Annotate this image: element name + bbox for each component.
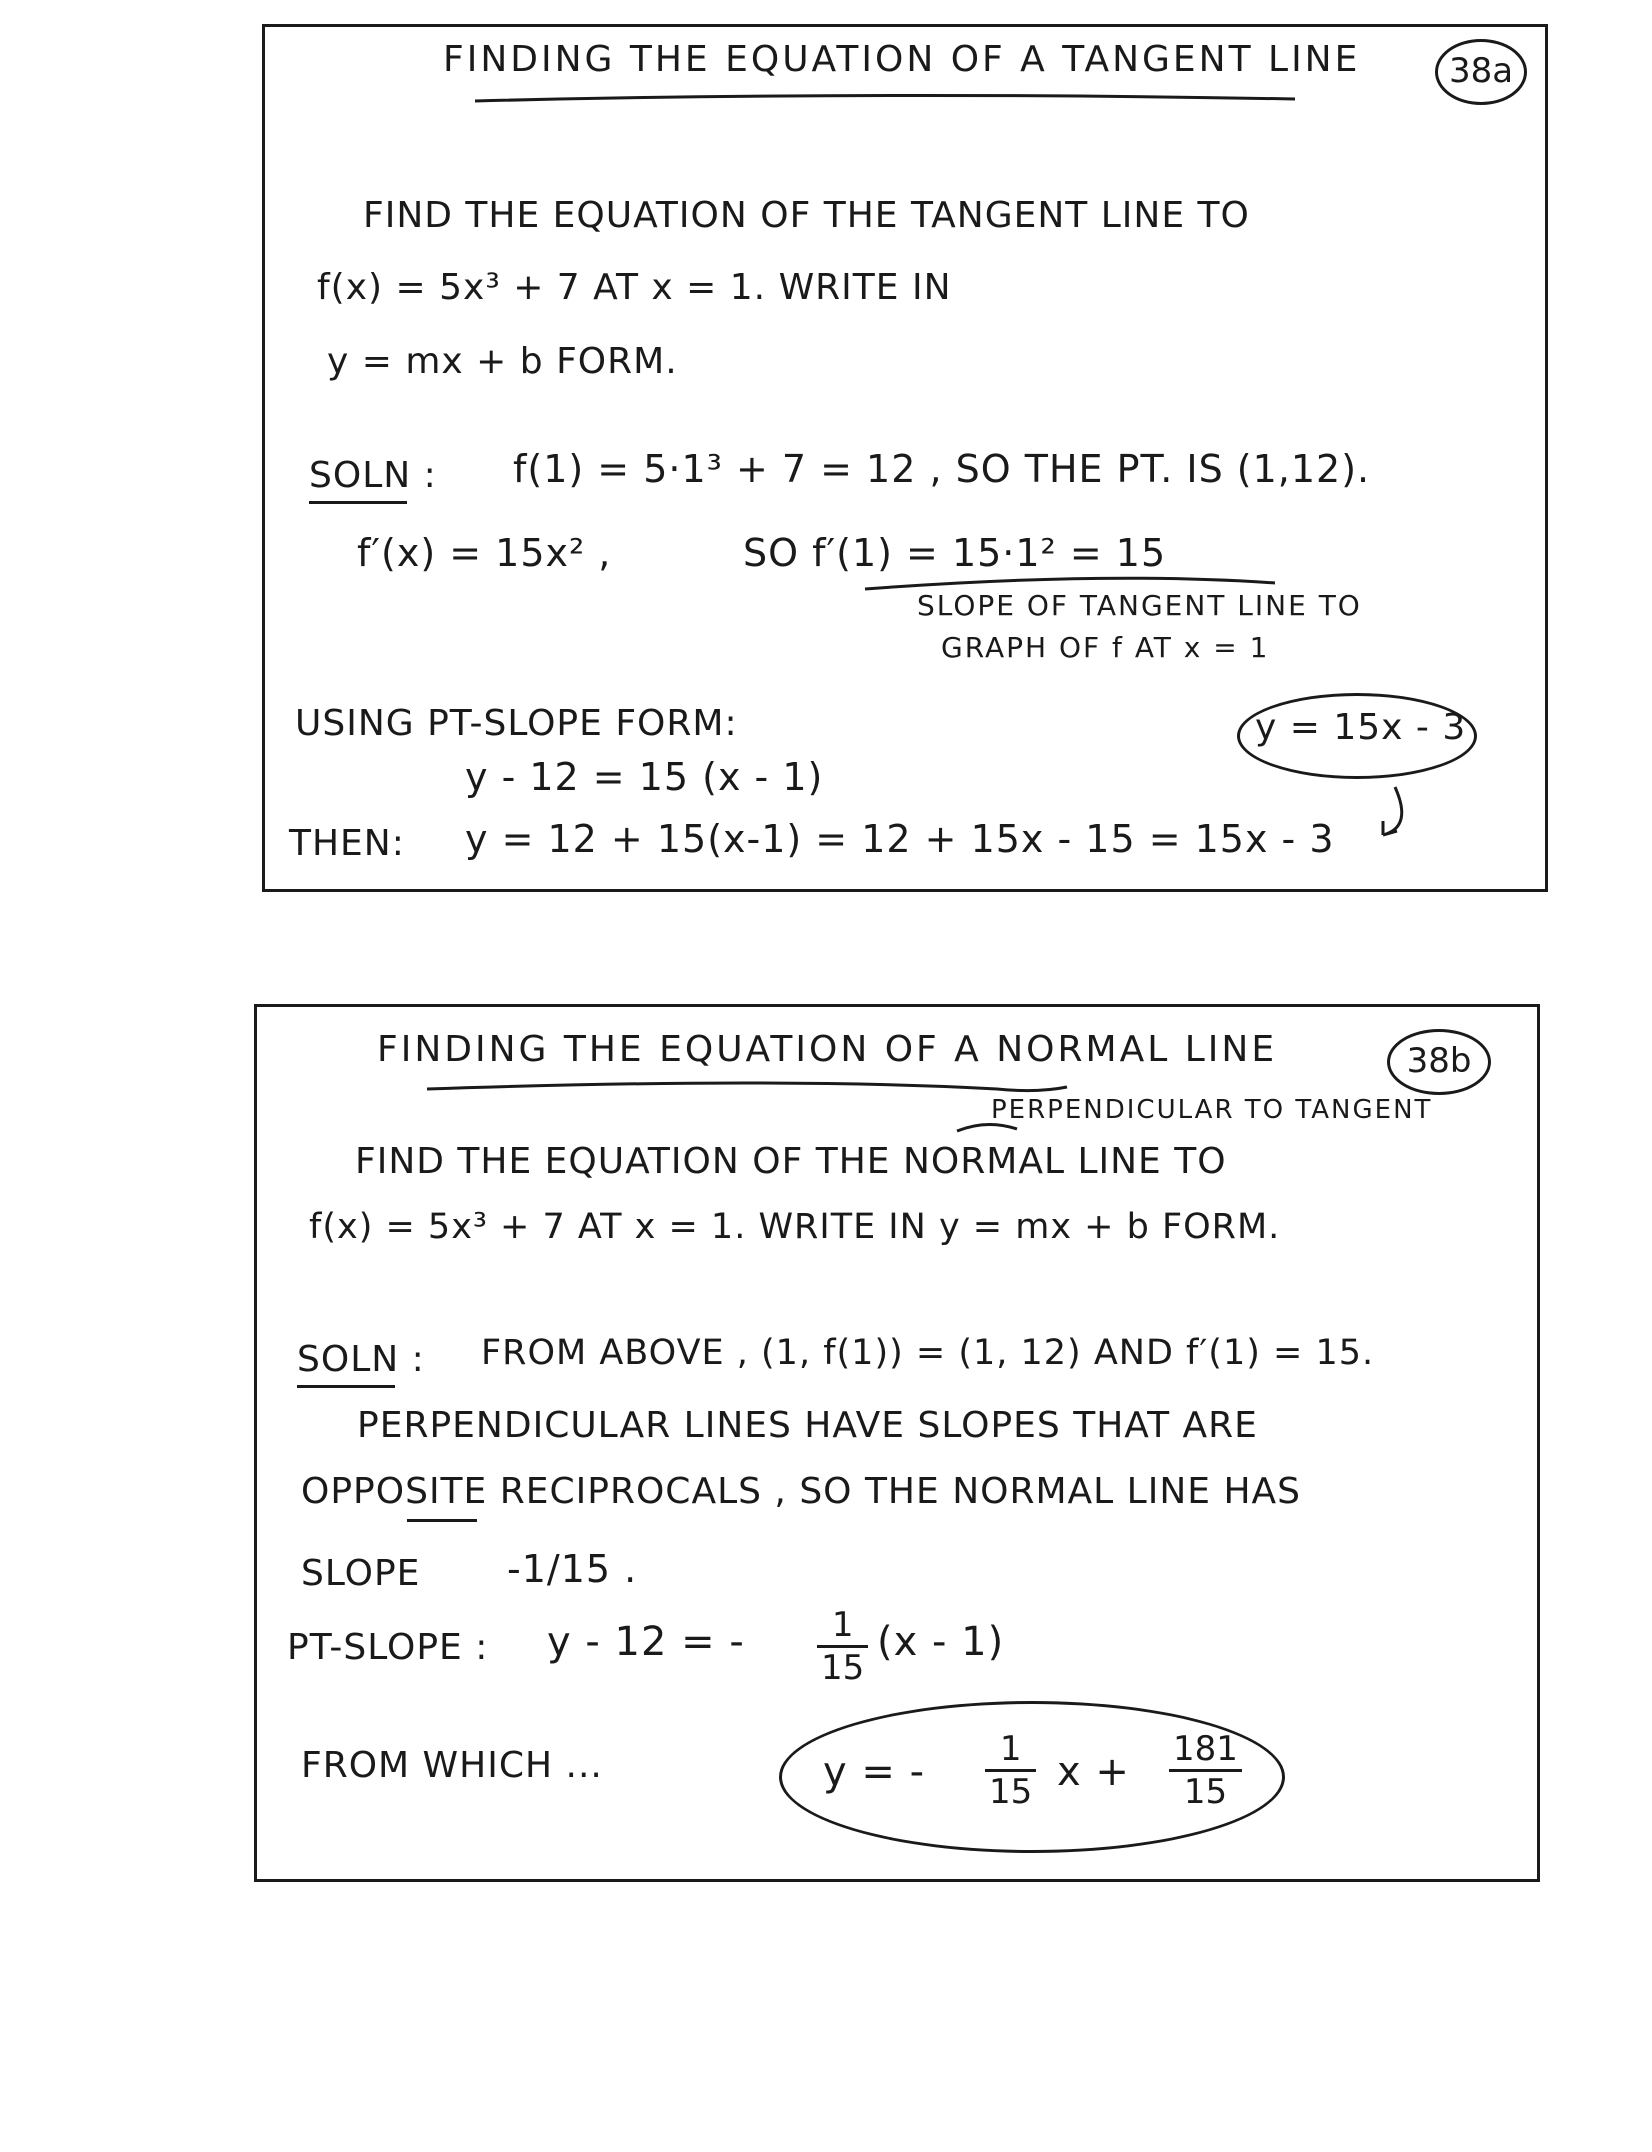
card-b-title: FINDING THE EQUATION OF A NORMAL LINE bbox=[377, 1029, 1278, 1070]
solution-b-line-3: OPPOSITE RECIPROCALS , SO THE NORMAL LINE HAS bbox=[301, 1471, 1302, 1512]
problem-line-1: FIND THE EQUATION OF THE TANGENT LINE TO bbox=[363, 195, 1250, 236]
pt-slope-b-label: PT-SLOPE : bbox=[287, 1627, 489, 1668]
pt-slope-b-denominator: 15 bbox=[821, 1648, 865, 1688]
problem-b-line-2: f(x) = 5x³ + 7 AT x = 1. WRITE IN y = mx + b FORM. bbox=[309, 1207, 1281, 1247]
solution-line-2a: f′(x) = 15x² , bbox=[357, 531, 612, 575]
solution-label: SOLN : bbox=[309, 455, 437, 496]
pt-slope-b-lhs: y - 12 = - bbox=[547, 1619, 745, 1665]
solution-b-line-1: FROM ABOVE , (1, f(1)) = (1, 12) AND f′(1) = 15. bbox=[481, 1333, 1375, 1373]
problem-b-line-1: FIND THE EQUATION OF THE NORMAL LINE TO bbox=[355, 1141, 1227, 1182]
slope-note-1: SLOPE OF TANGENT LINE TO bbox=[917, 589, 1362, 622]
pt-slope-equation: y - 12 = 15 (x - 1) bbox=[465, 755, 824, 799]
tangent-answer: y = 15x - 3 bbox=[1255, 707, 1467, 748]
normal-answer-denominator-1: 15 bbox=[989, 1772, 1033, 1812]
tangent-line-card bbox=[262, 24, 1548, 892]
solution-line-2b: SO f′(1) = 15·1² = 15 bbox=[743, 531, 1167, 575]
problem-line-2: f(x) = 5x³ + 7 AT x = 1. WRITE IN bbox=[317, 267, 952, 308]
pt-slope-b-rhs: (x - 1) bbox=[877, 1619, 1005, 1665]
card-a-title: FINDING THE EQUATION OF A TANGENT LINE bbox=[443, 39, 1361, 80]
card-a-badge: 38a bbox=[1435, 39, 1527, 105]
card-a-pen-strokes bbox=[265, 27, 1545, 889]
normal-answer-numerator-2: 181 bbox=[1169, 1729, 1242, 1772]
then-label: THEN: bbox=[289, 823, 405, 864]
slope-word: SLOPE bbox=[301, 1553, 421, 1594]
solution-line-1: f(1) = 5·1³ + 7 = 12 , SO THE PT. IS (1,12). bbox=[513, 447, 1371, 491]
problem-line-3: y = mx + b FORM. bbox=[327, 341, 678, 382]
normal-answer-numerator-1: 1 bbox=[985, 1729, 1036, 1772]
solution-b-label: SOLN : bbox=[297, 1339, 425, 1380]
slope-note-2: GRAPH OF f AT x = 1 bbox=[941, 631, 1270, 664]
then-equation: y = 12 + 15(x-1) = 12 + 15x - 15 = 15x - 3 bbox=[465, 817, 1335, 861]
card-b-pen-strokes bbox=[257, 1007, 1537, 1879]
pt-slope-b-numerator: 1 bbox=[817, 1605, 868, 1648]
normal-line-card bbox=[254, 1004, 1540, 1882]
using-pt-slope: USING PT-SLOPE FORM: bbox=[295, 703, 738, 744]
perpendicular-annotation: PERPENDICULAR TO TANGENT bbox=[991, 1095, 1433, 1125]
from-which: FROM WHICH ... bbox=[301, 1745, 603, 1786]
normal-answer-mid: x + bbox=[1057, 1749, 1130, 1795]
normal-answer-denominator-2: 15 bbox=[1183, 1772, 1228, 1812]
solution-b-line-2: PERPENDICULAR LINES HAVE SLOPES THAT ARE bbox=[357, 1405, 1258, 1446]
normal-slope-value: -1/15 . bbox=[507, 1547, 638, 1591]
normal-answer-lhs: y = - bbox=[823, 1749, 926, 1795]
card-b-badge: 38b bbox=[1387, 1029, 1491, 1095]
